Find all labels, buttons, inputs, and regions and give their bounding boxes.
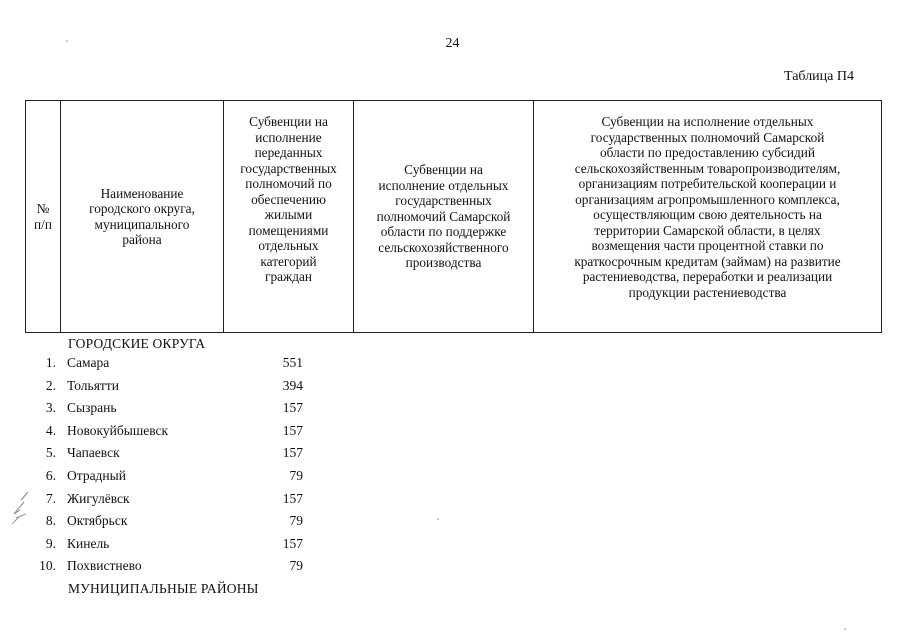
- row-name: Новокуйбышевск: [67, 422, 169, 438]
- scan-speck: [66, 40, 68, 42]
- row-value: 79: [289, 513, 303, 529]
- row-number: 8.: [45, 513, 56, 529]
- header-agri-text: Субвенции на исполнение отдельных государственных полномочий Самарской области по поддержке сельскохозяйственного производства: [376, 162, 511, 271]
- row-number: 3.: [45, 400, 56, 416]
- row-name: Самара: [67, 355, 110, 370]
- row-value: 79: [289, 468, 303, 483]
- header-name-text: Наименование городского округа, муниципального района: [89, 185, 195, 247]
- row-name: Тольятти: [67, 377, 119, 393]
- header-housing-text: Субвенции на исполнение переданных государственных полномочий по обеспечению жилыми помещениями отдельных категорий граждан: [240, 114, 337, 284]
- row-number: 5.: [45, 445, 56, 461]
- row-name: Похвистнево: [67, 558, 142, 574]
- row-value: 157: [282, 445, 303, 461]
- header-cell-housing-subvention: [224, 101, 354, 333]
- table-row: [0, 558, 905, 578]
- row-name: Чапаевск: [67, 445, 120, 461]
- row-value: 79: [289, 558, 303, 574]
- table-row: [0, 355, 905, 375]
- row-value: 157: [282, 490, 303, 506]
- row-name: Жигулёвск: [67, 490, 130, 506]
- header-row: [26, 101, 882, 333]
- page-number: 24: [445, 36, 460, 51]
- row-name: Кинель: [67, 535, 110, 551]
- row-number: 10.: [39, 558, 56, 574]
- scan-speck: [844, 628, 846, 630]
- header-cell-credit-subvention: [534, 101, 882, 333]
- scan-speck: [437, 518, 439, 520]
- table-label: Таблица П4: [784, 69, 854, 84]
- row-name: Октябрьск: [67, 513, 128, 529]
- table-row: [0, 468, 905, 488]
- row-value: 157: [282, 535, 303, 551]
- row-name: Отрадный: [67, 468, 126, 483]
- row-name: Сызрань: [67, 400, 117, 416]
- table-row: [0, 513, 905, 533]
- row-number: 1.: [45, 355, 56, 370]
- table-row: [0, 423, 905, 443]
- row-value: 394: [282, 377, 303, 393]
- row-value: 551: [282, 355, 303, 370]
- table-row: [0, 378, 905, 398]
- header-number-text: № п/п: [34, 201, 52, 232]
- row-value: 157: [282, 422, 303, 438]
- pen-mark-icon: [6, 488, 40, 530]
- header-cell-agri-subvention: [354, 101, 534, 333]
- row-number: 6.: [45, 468, 56, 483]
- table-row: [0, 400, 905, 420]
- row-number: 4.: [45, 422, 56, 438]
- table-row: [0, 445, 905, 465]
- header-cell-number: [26, 101, 61, 333]
- table-row: [0, 536, 905, 556]
- section-heading-urban: ГОРОДСКИЕ ОКРУГА: [68, 336, 206, 351]
- header-table: [25, 100, 882, 333]
- header-credit-text: Субвенции на исполнение отдельных государственных полномочий Самарской области по предоставлению субсидий сельскохозяйственным товаропроизводителям, организациям потребительской кооперации и организациям агропромышленного комплекса, осуществляющим свою деятельность на территории Самарской области, в целях возмещения части процентной ставки по краткосрочным кредитам (займам) на развитие растениеводства, переработки и реализации продукции растениеводства: [574, 114, 841, 300]
- section-heading-municipal: МУНИЦИПАЛЬНЫЕ РАЙОНЫ: [68, 581, 259, 596]
- row-number: 7.: [45, 490, 56, 506]
- row-number: 9.: [45, 535, 56, 551]
- header-cell-name: [61, 101, 224, 333]
- table-row: [0, 491, 905, 511]
- row-number: 2.: [45, 377, 56, 393]
- row-value: 157: [282, 400, 303, 416]
